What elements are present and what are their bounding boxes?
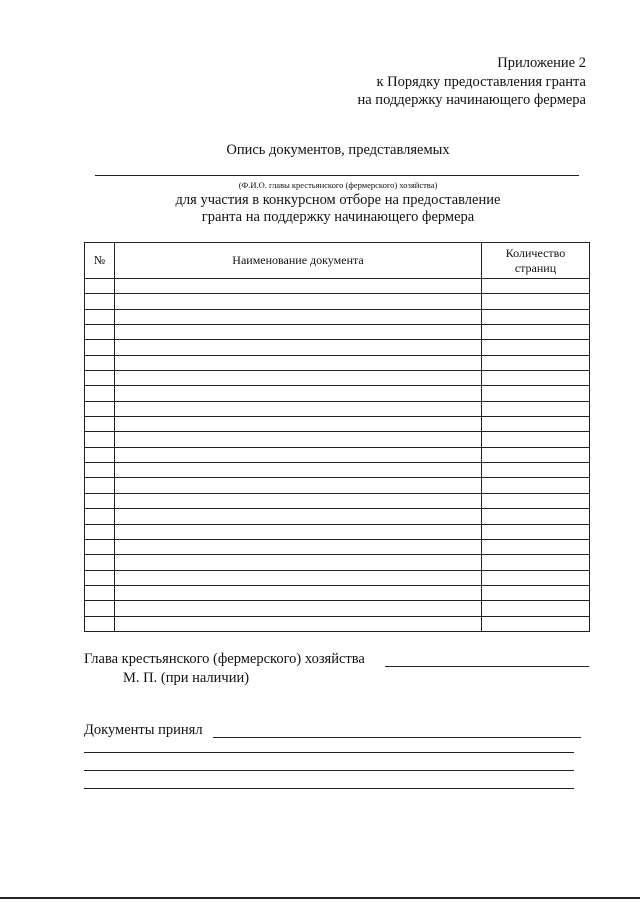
head-signature-label: Глава крестьянского (фермерского) хозяйства bbox=[84, 651, 365, 667]
document-name-cell[interactable] bbox=[115, 447, 482, 462]
document-name-cell[interactable] bbox=[115, 463, 482, 478]
row-number-cell[interactable] bbox=[85, 355, 115, 370]
page-bottom-edge bbox=[0, 897, 640, 899]
table-row bbox=[85, 355, 590, 370]
table-row bbox=[85, 325, 590, 340]
document-name-cell[interactable] bbox=[115, 478, 482, 493]
row-number-cell[interactable] bbox=[85, 509, 115, 524]
accepted-by-line[interactable] bbox=[213, 737, 581, 738]
form-title: Опись документов, представляемых bbox=[226, 142, 450, 158]
document-name-cell[interactable] bbox=[115, 493, 482, 508]
document-name-cell[interactable] bbox=[115, 585, 482, 600]
document-name-cell[interactable] bbox=[115, 524, 482, 539]
row-number-cell[interactable] bbox=[85, 386, 115, 401]
column-header-page-count: Количество страниц bbox=[482, 243, 590, 279]
table-row bbox=[85, 401, 590, 416]
table-row bbox=[85, 340, 590, 355]
row-number-cell[interactable] bbox=[85, 325, 115, 340]
row-number-cell[interactable] bbox=[85, 570, 115, 585]
table-body bbox=[85, 279, 590, 632]
table-row bbox=[85, 447, 590, 462]
table-row bbox=[85, 279, 590, 294]
document-name-cell[interactable] bbox=[115, 509, 482, 524]
page-count-cell[interactable] bbox=[482, 463, 590, 478]
table-row bbox=[85, 386, 590, 401]
form-subtitle bbox=[0, 192, 640, 226]
table-row bbox=[85, 539, 590, 554]
table-row bbox=[85, 601, 590, 616]
page-count-cell[interactable] bbox=[482, 570, 590, 585]
row-number-cell[interactable] bbox=[85, 539, 115, 554]
appendix-header bbox=[357, 54, 586, 110]
page-count-cell[interactable] bbox=[482, 401, 590, 416]
document-name-cell[interactable] bbox=[115, 279, 482, 294]
page-count-cell[interactable] bbox=[482, 432, 590, 447]
row-number-cell[interactable] bbox=[85, 294, 115, 309]
accepted-by-label: Документы принял bbox=[84, 722, 203, 738]
row-number-cell[interactable] bbox=[85, 309, 115, 324]
table-row bbox=[85, 417, 590, 432]
table-row bbox=[85, 509, 590, 524]
fio-field-line[interactable] bbox=[95, 175, 579, 176]
page-count-cell[interactable] bbox=[482, 279, 590, 294]
page-count-cell[interactable] bbox=[482, 447, 590, 462]
table-row bbox=[85, 616, 590, 631]
document-name-cell[interactable] bbox=[115, 355, 482, 370]
row-number-cell[interactable] bbox=[85, 340, 115, 355]
document-name-cell[interactable] bbox=[115, 309, 482, 324]
page-count-cell[interactable] bbox=[482, 585, 590, 600]
page-count-cell[interactable] bbox=[482, 478, 590, 493]
row-number-cell[interactable] bbox=[85, 493, 115, 508]
page-count-cell[interactable] bbox=[482, 616, 590, 631]
page-count-cell[interactable] bbox=[482, 355, 590, 370]
table-row bbox=[85, 555, 590, 570]
table-row bbox=[85, 570, 590, 585]
page-count-cell[interactable] bbox=[482, 309, 590, 324]
accepted-notes-line[interactable] bbox=[84, 770, 574, 771]
table-row bbox=[85, 524, 590, 539]
document-name-cell[interactable] bbox=[115, 401, 482, 416]
table-row bbox=[85, 463, 590, 478]
page-count-cell[interactable] bbox=[482, 417, 590, 432]
table-row bbox=[85, 478, 590, 493]
page-count-cell[interactable] bbox=[482, 325, 590, 340]
table-row bbox=[85, 585, 590, 600]
row-number-cell[interactable] bbox=[85, 401, 115, 416]
column-header-document-name: Наименование документа bbox=[115, 243, 482, 279]
page-count-cell[interactable] bbox=[482, 340, 590, 355]
table-row bbox=[85, 294, 590, 309]
row-number-cell[interactable] bbox=[85, 601, 115, 616]
document-name-cell[interactable] bbox=[115, 570, 482, 585]
document-name-cell[interactable] bbox=[115, 601, 482, 616]
row-number-cell[interactable] bbox=[85, 417, 115, 432]
row-number-cell[interactable] bbox=[85, 524, 115, 539]
table-row bbox=[85, 432, 590, 447]
table-header-row bbox=[85, 243, 590, 279]
page-count-cell[interactable] bbox=[482, 386, 590, 401]
document-name-cell[interactable] bbox=[115, 340, 482, 355]
subtitle-line-2: гранта на поддержку начинающего фермера bbox=[201, 209, 475, 225]
document-name-cell[interactable] bbox=[115, 417, 482, 432]
row-number-cell[interactable] bbox=[85, 371, 115, 386]
document-name-cell[interactable] bbox=[115, 325, 482, 340]
appendix-reference-cont: на поддержку начинающего фермера bbox=[357, 92, 586, 108]
row-number-cell[interactable] bbox=[85, 585, 115, 600]
document-name-cell[interactable] bbox=[115, 539, 482, 554]
document-name-cell[interactable] bbox=[115, 432, 482, 447]
accepted-notes-line[interactable] bbox=[84, 788, 574, 789]
page-count-cell[interactable] bbox=[482, 493, 590, 508]
row-number-cell[interactable] bbox=[85, 432, 115, 447]
document-name-cell[interactable] bbox=[115, 386, 482, 401]
page-count-cell[interactable] bbox=[482, 539, 590, 554]
row-number-cell[interactable] bbox=[85, 447, 115, 462]
stamp-label: М. П. (при наличии) bbox=[123, 670, 250, 686]
subtitle-line-1: для участия в конкурсном отборе на предоставление bbox=[175, 192, 501, 208]
column-header-number: № bbox=[85, 243, 115, 279]
document-name-cell[interactable] bbox=[115, 616, 482, 631]
page-count-cell[interactable] bbox=[482, 555, 590, 570]
document-name-cell[interactable] bbox=[115, 371, 482, 386]
accepted-notes-line[interactable] bbox=[84, 752, 574, 753]
head-signature-line[interactable] bbox=[385, 666, 589, 667]
row-number-cell[interactable] bbox=[85, 478, 115, 493]
row-number-cell[interactable] bbox=[85, 463, 115, 478]
appendix-reference: к Порядку предоставления гранта bbox=[376, 73, 586, 90]
page-count-cell[interactable] bbox=[482, 294, 590, 309]
row-number-cell[interactable] bbox=[85, 616, 115, 631]
row-number-cell[interactable] bbox=[85, 555, 115, 570]
page-count-cell[interactable] bbox=[482, 371, 590, 386]
document-inventory-table bbox=[84, 242, 590, 632]
page-count-cell[interactable] bbox=[482, 524, 590, 539]
page-count-cell[interactable] bbox=[482, 601, 590, 616]
appendix-number: Приложение 2 bbox=[497, 55, 586, 71]
page-count-cell[interactable] bbox=[482, 509, 590, 524]
document-name-cell[interactable] bbox=[115, 294, 482, 309]
document-name-cell[interactable] bbox=[115, 555, 482, 570]
table-row bbox=[85, 371, 590, 386]
table-row bbox=[85, 309, 590, 324]
fio-caption: (Ф.И.О. главы крестьянского (фермерского) хозяйства) bbox=[238, 180, 438, 190]
table-row bbox=[85, 493, 590, 508]
row-number-cell[interactable] bbox=[85, 279, 115, 294]
